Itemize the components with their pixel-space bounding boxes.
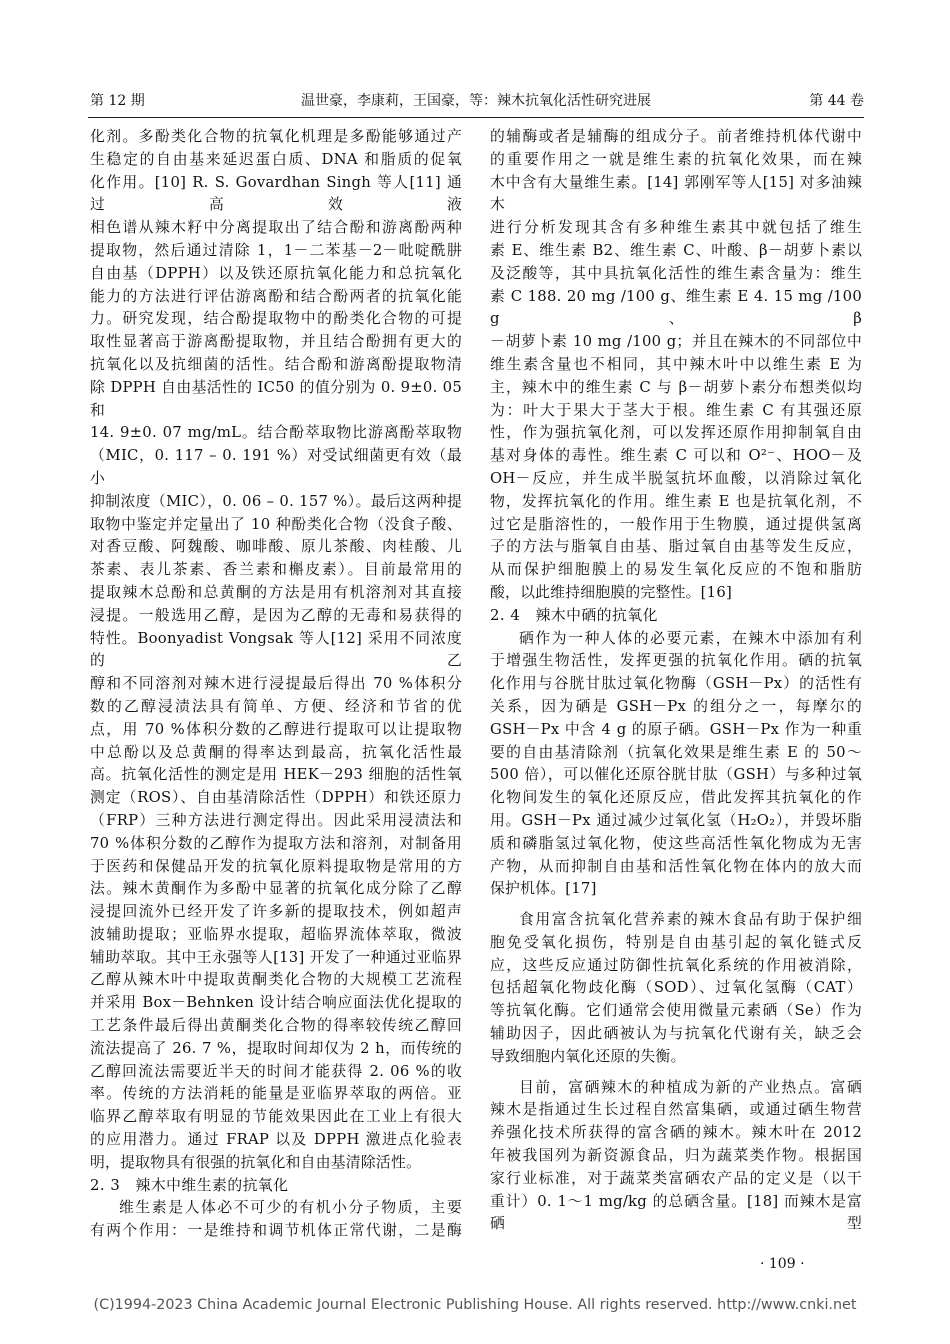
section-heading-2-4: 2. 4 辣木中硒的抗氧化 — [490, 606, 658, 624]
text-line: 辣木是指通过生长过程自然富集硒，或通过硒生物营 — [490, 1101, 862, 1119]
text-line: 的应用潜力。通过 FRAP 以及 DPPH 激进点化验表 — [90, 1131, 462, 1149]
text-line: 的重要作用之一就是维生素的抗氧化效果，而在辣 — [490, 150, 862, 168]
text-line: OH－反应，并生成半脱氢抗坏血酸，以消除过氧化 — [490, 469, 862, 487]
text-line: 中总酚以及总黄酮的得率达到最高，抗氧化活性最 — [90, 743, 462, 761]
text-line: 浸提。一般选用乙醇，是因为乙醇的无毒和易获得的 — [90, 606, 462, 624]
text-line: 化物间发生的氧化还原反应，借此发挥其抗氧化的作 — [490, 789, 862, 807]
text-line: 14. 9±0. 07 mg/mL。结合酚萃取物比游离酚萃取物 — [90, 424, 462, 442]
text-line: 年被我国列为新资源食品，归为蔬菜类作物。根据国 — [490, 1147, 862, 1165]
text-line: 除 DPPH 自由基活性的 IC50 的值分别为 0. 9±0. 05 和 — [90, 378, 462, 419]
text-line: 并采用 Box－Behnken 设计结合响应面法优化提取的 — [90, 994, 462, 1012]
text-line: 波辅助提取；亚临界水提取，超临界流体萃取，微波 — [90, 925, 462, 943]
text-line: 提取辣木总酚和总黄酮的方法是用有机溶剂对其直接 — [90, 583, 462, 601]
text-line: 应，这些反应通过防御性抗氧化系统的作用被消除， — [490, 956, 862, 974]
text-line: 质和磷脂氢过氧化物，使这些高活性氧化物成为无害 — [490, 834, 862, 852]
header-rule — [88, 117, 864, 118]
text-line: 有两个作用：一是维持和调节机体正常代谢，二是酶 — [90, 1222, 462, 1240]
text-line: 硒作为一种人体的必要元素，在辣木中添加有利 — [519, 629, 862, 647]
text-line: 用。GSH－Px 通过减少过氧化氢（H₂O₂），并毁坏脂 — [490, 811, 862, 829]
text-line: 基对身体的毒性。维生素 C 可以和 O²⁻、HOO－及 — [490, 447, 862, 465]
text-line: 化作用。[10] R. S. Govardhan Singh 等人[11] 通过高效液 — [90, 173, 462, 214]
page-number: · 109 · — [760, 1256, 805, 1272]
text-line: 从而保护细胞膜上的易发生氧化反应的不饱和脂肪 — [490, 561, 862, 579]
section-heading-2-3: 2. 3 辣木中维生素的抗氧化 — [90, 1176, 289, 1194]
text-line: 食用富含抗氧化营养素的辣木食品有助于保护细 — [519, 911, 862, 929]
text-line: 重计）0. 1～1 mg/kg 的总硒含量。[18] 而辣木是富硒型 — [490, 1192, 862, 1233]
text-line: 高。抗氧化活性的测定是用 HEK－293 细胞的活性氧 — [90, 766, 462, 784]
copyright-footer: (C)1994-2023 China Academic Journal Electronic Publishing House. All rights reserved. http://www.cnki.net — [93, 1297, 857, 1313]
text-line: 辅助因子，因此硒被认为与抗氧化代谢有关，缺乏会 — [490, 1025, 862, 1043]
text-line: 过它是脂溶性的，一般作用于生物膜，通过提供氢离 — [490, 515, 862, 533]
text-line: 木中含有大量维生素。[14] 郭刚军等人[15] 对多油辣木 — [490, 173, 862, 214]
text-line: 及泛酸等，其中具抗氧化活性的维生素含量为：维生 — [490, 264, 862, 282]
text-line: 自由基（DPPH）以及铁还原抗氧化能力和总抗氧化 — [90, 264, 462, 282]
text-line: 提取物，然后通过清除 1，1－二苯基－2－吡啶酰肼 — [90, 241, 462, 259]
text-line: 点，用 70 %体积分数的乙醇进行提取可以让提取物 — [90, 720, 462, 738]
text-line: 素 E、维生素 B2、维生素 C、叶酸、β－胡萝卜素以 — [490, 241, 862, 259]
text-line: 流法提高了 26. 7 %，提取时间却仅为 2 h，而传统的 — [90, 1039, 462, 1057]
left-column — [90, 126, 462, 1243]
text-line: 产物，从而抑制自由基和活性氧化物在体内的放大而 — [490, 857, 862, 875]
text-line: 胞免受氧化损伤，特别是自由基引起的氧化链式反 — [490, 933, 862, 951]
text-line: 乙醇从辣木叶中提取黄酮类化合物的大规模工艺流程 — [90, 971, 462, 989]
text-line: 化作用与谷胱甘肽过氧化物酶（GSH－Px）的活性有 — [490, 675, 862, 693]
text-line: 取物中鉴定并定量出了 10 种酚类化合物（没食子酸、 — [90, 515, 462, 533]
text-line: 养强化技术所获得的富含硒的辣木。辣木叶在 2012 — [490, 1124, 862, 1142]
text-line: 维生素是人体必不可少的有机小分子物质，主要 — [119, 1199, 462, 1217]
text-line: （MIC，0. 117 – 0. 191 %）对受试细菌更有效（最小 — [90, 447, 462, 487]
running-title: 温世豪，李康莉，王国豪，等：辣木抗氧化活性研究进展 — [301, 93, 651, 109]
text-line: 能力的方法进行评估游离酚和结合酚两者的抗氧化能 — [90, 287, 462, 305]
text-line: 性，作为强抗氧化剂，可以发挥还原作用抑制氧自由 — [490, 424, 862, 442]
text-line: 为：叶大于果大于茎大于根。维生素 C 有其强还原 — [490, 401, 862, 419]
text-line: 取性显著高于游离酚提取物，并且结合酚拥有更大的 — [90, 333, 462, 351]
text-line: 率。传统的方法消耗的能量是亚临界萃取的两倍。亚 — [90, 1085, 462, 1103]
text-line: 抗氧化以及抗细菌的活性。结合酚和游离酚提取物清 — [90, 355, 462, 373]
volume-label: 第 44 卷 — [809, 93, 864, 109]
text-line: （FRP）三种方法进行测定得出。因此采用浸渍法和 — [90, 811, 462, 829]
text-line: 子的方法与脂氧自由基、脂过氧自由基等发生反应， — [490, 538, 862, 556]
text-line: 物，发挥抗氧化的作用。维生素 E 也是抗氧化剂，不 — [490, 492, 862, 510]
text-line: 特性。Boonyadist Vongsak 等人[12] 采用不同浓度的乙 — [90, 629, 462, 670]
text-line: GSH－Px 中含 4 g 的原子硒。GSH－Px 作为一种重 — [490, 720, 862, 738]
text-line: 浸提回流外已经开发了许多新的提取技术，例如超声 — [90, 903, 462, 921]
text-line: 进行分析发现其含有多种维生素其中就包括了维生 — [490, 219, 862, 237]
text-line: 的辅酶或者是辅酶的组成分子。前者维持机体代谢中 — [490, 128, 862, 145]
text-line: 相色谱从辣木籽中分离提取出了结合酚和游离酚两种 — [90, 219, 462, 237]
text-line: 导致细胞内氧化还原的失衡。 — [490, 1047, 686, 1065]
text-line: 于医药和保健品开发的抗氧化原料提取物是常用的方 — [90, 857, 462, 875]
text-line: 法。辣木黄酮作为多酚中显著的抗氧化成分除了乙醇 — [90, 880, 462, 898]
text-line: 包括超氧化物歧化酶（SOD）、过氧化氢酶（CAT） — [490, 979, 862, 997]
text-line: 乙醇回流法需要近半天的时间才能获得 2. 06 %的收 — [90, 1062, 462, 1080]
text-line: 化剂。多酚类化合物的抗氧化机理是多酚能够通过产 — [90, 128, 462, 145]
text-line: 目前，富硒辣木的种植成为新的产业热点。富硒 — [519, 1078, 862, 1096]
text-line: 力。研究发现，结合酚提取物中的酚类化合物的可提 — [90, 310, 462, 328]
right-column — [490, 126, 862, 1236]
text-line: 临界乙醇萃取有明显的节能效果因此在工业上有很大 — [90, 1108, 462, 1126]
text-line: 对香豆酸、阿魏酸、咖啡酸、原儿茶酸、肉桂酸、儿 — [90, 538, 462, 556]
text-line: －胡萝卜素 10 mg /100 g；并且在辣木的不同部位中 — [490, 333, 862, 351]
text-line: 关系，因为硒是 GSH－Px 的组分之一，每摩尔的 — [490, 697, 862, 715]
text-line: 保护机体。[17] — [490, 880, 597, 898]
issue-label: 第 12 期 — [90, 93, 145, 109]
text-line: 于增强生物活性，发挥更强的抗氧化作用。硒的抗氧 — [490, 652, 862, 670]
running-header — [88, 91, 864, 113]
text-line: 辅助萃取。其中王永强等人[13] 开发了一种通过亚临界 — [90, 948, 462, 966]
text-line: 醇和不同溶剂对辣木进行浸提最后得出 70 %体积分 — [90, 675, 462, 693]
text-line: 数的乙醇浸渍法具有简单、方便、经济和节省的优 — [90, 697, 462, 715]
text-line: 酸，以此维持细胞膜的完整性。[16] — [490, 583, 733, 601]
text-line: 家行业标准，对于蔬菜类富硒农产品的定义是（以干 — [490, 1169, 862, 1187]
text-line: 主，辣木中的维生素 C 与 β－胡萝卜素分布想类似均 — [490, 378, 862, 396]
text-line: 茶素、表儿茶素、香兰素和槲皮素）。目前最常用的 — [90, 561, 462, 579]
text-line: 测定（ROS）、自由基清除活性（DPPH）和铁还原力 — [90, 789, 462, 807]
text-line: 70 %体积分数的乙醇作为提取方法和溶剂，对制备用 — [90, 834, 462, 852]
text-line: 抑制浓度（MIC），0. 06 – 0. 157 %）。最后这两种提 — [90, 492, 462, 510]
text-line: 素 C 188. 20 mg /100 g、维生素 E 4. 15 mg /100 g、β — [490, 287, 862, 328]
text-line: 生稳定的自由基来延迟蛋白质、DNA 和脂质的促氧 — [90, 150, 462, 168]
text-line: 维生素含量也不相同，其中辣木叶中以维生素 E 为 — [490, 355, 862, 373]
text-line: 明，提取物具有很强的抗氧化和自由基清除活性。 — [90, 1153, 422, 1171]
text-line: 500 倍），可以催化还原谷胱甘肽（GSH）与多种过氧 — [490, 766, 862, 784]
text-line: 要的自由基清除剂（抗氧化效果是维生素 E 的 50～ — [490, 743, 862, 761]
text-line: 等抗氧化酶。它们通常会使用微量元素硒（Se）作为 — [490, 1002, 862, 1020]
text-line: 工艺条件最后得出黄酮类化合物的得率较传统乙醇回 — [90, 1017, 462, 1035]
